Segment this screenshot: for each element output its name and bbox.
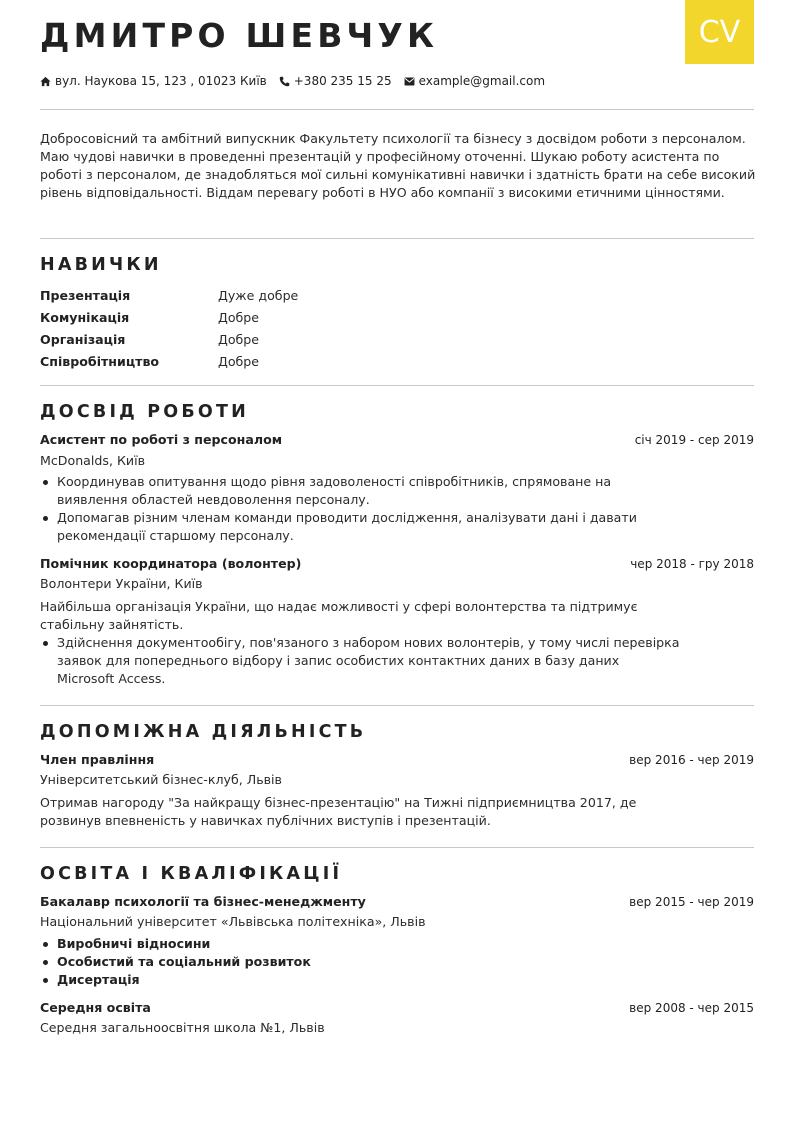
job-bullets	[40, 473, 680, 545]
job-title: Помічник координатора (волонтер)	[40, 556, 302, 571]
job-dates: чер 2018 - гру 2018	[630, 557, 754, 571]
skill-level: Добре	[218, 331, 260, 347]
cv-badge: CV	[685, 0, 754, 64]
skill-name: Комунікація	[40, 309, 130, 325]
skill-level: Добре	[218, 309, 260, 325]
skills-heading: НАВИЧКИ	[40, 255, 162, 275]
skill-row	[40, 350, 440, 372]
list-item: Виробничі відносини	[40, 935, 680, 953]
contact-line	[40, 72, 557, 90]
phone-text: +380 235 15 25	[293, 74, 392, 88]
job-description: Найбільша організація України, що надає можливості у сфері волонтерства та підтримує стабільну зайнятість.	[40, 599, 638, 632]
skills-list	[40, 284, 440, 372]
job-organization: Волонтери України, Київ	[40, 576, 203, 591]
education-institution: Середня загальноосвітня школа №1, Львів	[40, 1020, 325, 1035]
education-bullets	[40, 935, 680, 989]
education-institution: Національний університет «Львівська політехніка», Львів	[40, 914, 426, 929]
skill-row	[40, 328, 440, 350]
list-item: Допомагав різним членам команди проводити дослідження, аналізувати дані і давати рекомендації старшому персоналу.	[40, 509, 680, 545]
phone-item	[279, 74, 392, 88]
education-heading: ОСВІТА І КВАЛІФІКАЦІЇ	[40, 864, 343, 884]
divider	[40, 705, 754, 706]
address-text: вул. Наукова 15, 123 , 01023 Київ	[55, 74, 267, 88]
skill-level: Дуже добре	[218, 287, 299, 303]
phone-icon	[279, 76, 290, 87]
home-icon	[40, 76, 51, 87]
list-item: Дисертація	[40, 971, 680, 989]
activity-title: Член правління	[40, 752, 155, 767]
activity-description: Отримав нагороду "За найкращу бізнес-презентацію" на Тижні підприємництва 2017, де розвинув впевненість у навичках публічних виступів і презентацій.	[40, 795, 637, 828]
divider	[40, 385, 754, 386]
job-title: Асистент по роботі з персоналом	[40, 432, 283, 447]
candidate-name: ДМИТРО ШЕВЧУК	[40, 16, 439, 55]
education-dates: вер 2008 - чер 2015	[629, 1001, 754, 1015]
list-item: Особистий та соціальний розвиток	[40, 953, 680, 971]
job-dates: січ 2019 - сер 2019	[634, 433, 754, 447]
skill-name: Презентація	[40, 287, 131, 303]
email-item[interactable]	[404, 74, 545, 88]
envelope-icon	[404, 77, 415, 86]
job-organization: McDonalds, Київ	[40, 453, 145, 468]
divider	[40, 847, 754, 848]
activity-dates: вер 2016 - чер 2019	[629, 753, 754, 767]
skill-row	[40, 306, 440, 328]
skill-name: Співробітництво	[40, 353, 160, 369]
divider	[40, 238, 754, 239]
list-item: Координував опитування щодо рівня задоволеності співробітників, спрямоване на виявлення областей невдоволення персоналу.	[40, 473, 680, 509]
list-item: Здійснення документообігу, пов'язаного з набором нових волонтерів, у тому числі перевірка заявок для попереднього відбору і запис особистих контактних даних в базу даних Microsoft Access.	[40, 634, 680, 688]
education-dates: вер 2015 - чер 2019	[629, 895, 754, 909]
address-item	[40, 74, 267, 88]
job-bullets	[40, 634, 680, 688]
summary-paragraph: Добросовісний та амбітний випускник Факультету психології та бізнесу з досвідом роботи з персоналом. Маю чудові навички в проведенні презентацій у професійному оточенні. Шукаю роботу асистента по роботі з персоналом, де знадобляться мої сильні комунікативні навички і здатність брати на себе високий рівень відповідальності. Віддам перевагу роботі в НУО або компанії з високими етичними цінностями.	[40, 131, 756, 200]
education-title: Середня освіта	[40, 1000, 151, 1015]
activity-organization: Університетський бізнес-клуб, Львів	[40, 772, 282, 787]
divider	[40, 109, 754, 110]
skill-level: Добре	[218, 353, 260, 369]
email-text[interactable]: example@gmail.com	[418, 74, 546, 88]
activities-heading: ДОПОМІЖНА ДІЯЛЬНІСТЬ	[40, 722, 367, 742]
experience-heading: ДОСВІД РОБОТИ	[40, 402, 249, 422]
education-title: Бакалавр психології та бізнес-менеджменту	[40, 894, 366, 909]
skill-name: Організація	[40, 331, 126, 347]
skill-row	[40, 284, 440, 306]
